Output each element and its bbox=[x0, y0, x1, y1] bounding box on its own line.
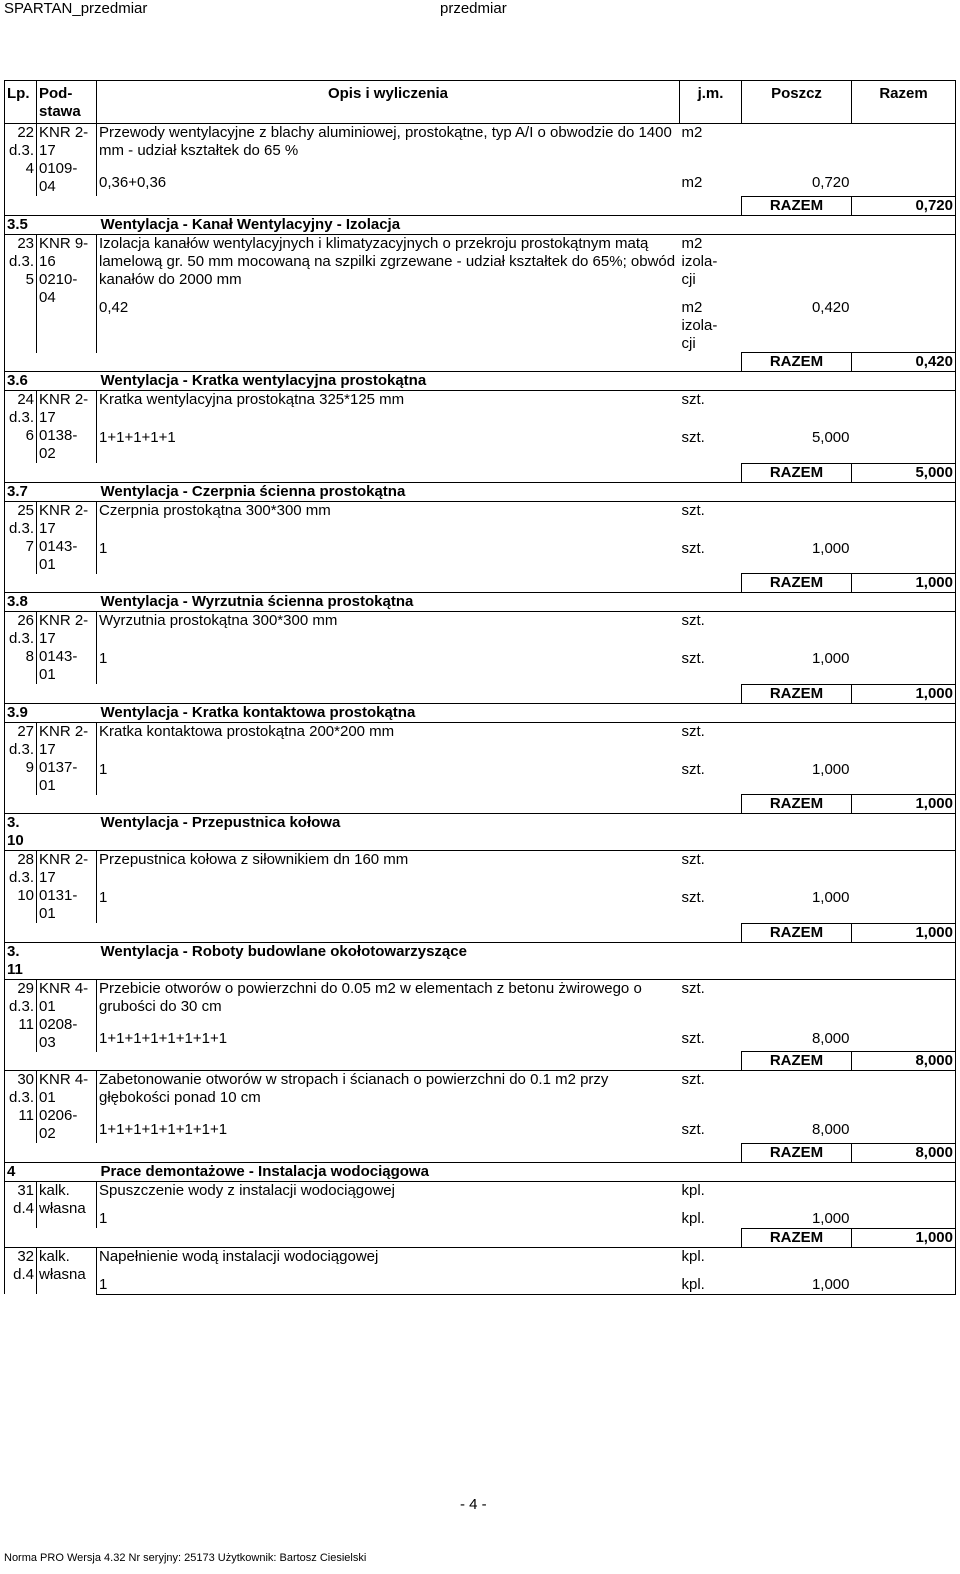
item-poszcz-empty bbox=[742, 1181, 852, 1200]
calc-razem-empty bbox=[852, 530, 956, 574]
item-basis: KNR 2- 17 0109- 04 bbox=[37, 124, 97, 197]
calc-row bbox=[5, 530, 956, 574]
calc-unit: szt. bbox=[681, 760, 705, 778]
razem-label: RAZEM bbox=[742, 795, 852, 814]
razem-value: 0,720 bbox=[852, 196, 956, 215]
calc-unit: szt. bbox=[681, 889, 705, 907]
razem-value: 1,000 bbox=[852, 574, 956, 593]
item-poszcz-empty bbox=[742, 722, 852, 751]
razem-row bbox=[5, 196, 956, 215]
section-title: Wentylacja - Kratka wentylacyjna prostokątna bbox=[37, 372, 956, 391]
calc-razem-empty bbox=[852, 1200, 956, 1229]
item-number: 22 d.3. 4 bbox=[5, 124, 37, 197]
razem-row bbox=[5, 684, 956, 703]
calc-row bbox=[5, 419, 956, 463]
item-description: Kratka wentylacyjna prostokątna 325*125 mm bbox=[97, 391, 680, 420]
item-number: 28 d.3. 10 bbox=[5, 851, 37, 924]
item-basis: KNR 2- 17 0138- 02 bbox=[37, 391, 97, 464]
item-unit: szt. bbox=[680, 1071, 742, 1112]
razem-label: RAZEM bbox=[742, 574, 852, 593]
item-calculation: 1 bbox=[99, 1209, 108, 1227]
item-poszcz-empty bbox=[742, 391, 852, 420]
calc-value: 1,000 bbox=[811, 889, 850, 907]
calc-unit: kpl. bbox=[680, 1266, 742, 1295]
item-razem-empty bbox=[852, 391, 956, 420]
table-row bbox=[5, 124, 956, 165]
item-basis: kalk. własna bbox=[37, 1247, 97, 1294]
razem-label: RAZEM bbox=[742, 1228, 852, 1247]
table-row bbox=[5, 1181, 956, 1200]
razem-row bbox=[5, 1228, 956, 1247]
section-title: Wentylacja - Roboty budowlane okołotowarzyszące bbox=[37, 942, 956, 979]
calc-value: 0,720 bbox=[811, 174, 850, 192]
calc-unit: m2 izola- cji bbox=[681, 298, 718, 352]
section-row bbox=[5, 703, 956, 722]
razem-spacer bbox=[5, 353, 742, 372]
section-number: 3. 10 bbox=[5, 814, 37, 851]
razem-label: RAZEM bbox=[742, 196, 852, 215]
item-razem-empty bbox=[852, 851, 956, 880]
calc-unit: szt. bbox=[681, 539, 705, 557]
section-row bbox=[5, 942, 956, 979]
razem-label: RAZEM bbox=[742, 463, 852, 482]
item-calculation: 1 bbox=[99, 889, 108, 907]
table-row bbox=[5, 501, 956, 530]
item-razem-empty bbox=[852, 124, 956, 165]
item-poszcz-empty bbox=[742, 1071, 852, 1112]
item-calculation: 1 bbox=[99, 650, 108, 668]
item-description: Spuszczenie wody z instalacji wodociągowej bbox=[97, 1181, 680, 1200]
razem-spacer bbox=[5, 923, 742, 942]
calc-value: 8,000 bbox=[811, 1029, 850, 1047]
item-calculation: 1+1+1+1+1+1+1+1 bbox=[99, 1029, 228, 1047]
section-row bbox=[5, 593, 956, 612]
item-description: Napełnienie wodą instalacji wodociągowej bbox=[97, 1247, 680, 1266]
item-unit: szt. bbox=[680, 851, 742, 880]
item-number: 27 d.3. 9 bbox=[5, 722, 37, 795]
table-header-row bbox=[5, 81, 956, 124]
table-row bbox=[5, 612, 956, 641]
item-unit: kpl. bbox=[680, 1247, 742, 1266]
item-razem-empty bbox=[852, 501, 956, 530]
section-number: 3.5 bbox=[5, 215, 37, 234]
col-jm: j.m. bbox=[680, 81, 742, 124]
item-basis: KNR 2- 17 0131- 01 bbox=[37, 851, 97, 924]
item-unit: m2 bbox=[680, 124, 742, 165]
razem-row bbox=[5, 463, 956, 482]
razem-row bbox=[5, 923, 956, 942]
calc-value: 8,000 bbox=[811, 1121, 850, 1139]
razem-value: 0,420 bbox=[852, 353, 956, 372]
calc-value: 1,000 bbox=[811, 650, 850, 668]
calc-razem-empty bbox=[852, 640, 956, 684]
section-title: Prace demontażowe - Instalacja wodociągowa bbox=[37, 1162, 956, 1181]
item-razem-empty bbox=[852, 1181, 956, 1200]
item-poszcz-empty bbox=[742, 612, 852, 641]
item-description: Czerpnia prostokątna 300*300 mm bbox=[97, 501, 680, 530]
calc-razem-empty bbox=[852, 1020, 956, 1052]
calc-row bbox=[5, 1111, 956, 1143]
razem-value: 8,000 bbox=[852, 1143, 956, 1162]
razem-row bbox=[5, 795, 956, 814]
item-razem-empty bbox=[852, 612, 956, 641]
calc-razem-empty bbox=[852, 419, 956, 463]
item-unit: szt. bbox=[680, 722, 742, 751]
item-calculation: 1 bbox=[97, 1266, 680, 1295]
item-poszcz-empty bbox=[742, 851, 852, 880]
calc-row bbox=[5, 164, 956, 196]
item-calculation: 0,42 bbox=[99, 298, 129, 316]
calc-unit: szt. bbox=[681, 1029, 705, 1047]
item-description: Przepustnica kołowa z siłownikiem dn 160 mm bbox=[97, 851, 680, 880]
razem-value: 5,000 bbox=[852, 463, 956, 482]
item-number: 23 d.3. 5 bbox=[5, 234, 37, 353]
section-number: 3. 11 bbox=[5, 942, 37, 979]
item-poszcz-empty bbox=[742, 1247, 852, 1266]
section-title: Wentylacja - Przepustnica kołowa bbox=[37, 814, 956, 851]
item-description: Zabetonowanie otworów w stropach i ścianach o powierzchni do 0.1 m2 przy głębokości ponad 10 cm bbox=[97, 1071, 680, 1112]
razem-spacer bbox=[5, 1228, 742, 1247]
section-title: Wentylacja - Czerpnia ścienna prostokątna bbox=[37, 482, 956, 501]
calc-value: 1,000 bbox=[742, 1266, 852, 1295]
col-podstawa: Pod- stawa bbox=[37, 81, 97, 124]
calc-value: 1,000 bbox=[811, 760, 850, 778]
razem-spacer bbox=[5, 795, 742, 814]
section-title: Wentylacja - Kratka kontaktowa prostokątna bbox=[37, 703, 956, 722]
calc-razem-empty bbox=[852, 751, 956, 795]
calc-value: 5,000 bbox=[811, 429, 850, 447]
item-basis: KNR 9- 16 0210- 04 bbox=[37, 234, 97, 353]
razem-label: RAZEM bbox=[742, 1052, 852, 1071]
item-number: 32 d.4 bbox=[5, 1247, 37, 1294]
przedmiar-table bbox=[4, 80, 956, 1295]
razem-label: RAZEM bbox=[742, 923, 852, 942]
item-basis: kalk. własna bbox=[37, 1181, 97, 1228]
section-number: 4 bbox=[5, 1162, 37, 1181]
col-lp: Lp. bbox=[5, 81, 37, 124]
calc-value: 1,000 bbox=[811, 1209, 850, 1227]
item-description: Przewody wentylacyjne z blachy aluminiowej, prostokątne, typ A/I o obwodzie do 1400 mm - udział kształtek do 65 % bbox=[97, 124, 680, 165]
item-description: Przebicie otworów o powierzchni do 0.05 m2 w elementach z betonu żwirowego o grubości do 30 cm bbox=[97, 979, 680, 1020]
item-calculation: 1+1+1+1+1+1+1+1 bbox=[99, 1121, 228, 1139]
item-razem-empty bbox=[852, 722, 956, 751]
section-number: 3.8 bbox=[5, 593, 37, 612]
item-calculation: 1 bbox=[99, 539, 108, 557]
app-title: SPARTAN_przedmiar bbox=[4, 0, 148, 17]
item-unit: szt. bbox=[680, 612, 742, 641]
item-number: 31 d.4 bbox=[5, 1181, 37, 1228]
calc-razem-empty bbox=[852, 164, 956, 196]
item-poszcz-empty bbox=[742, 124, 852, 165]
razem-value: 1,000 bbox=[852, 795, 956, 814]
item-poszcz-empty bbox=[742, 501, 852, 530]
calc-unit: szt. bbox=[681, 1121, 705, 1139]
item-razem-empty bbox=[852, 979, 956, 1020]
calc-razem-empty bbox=[852, 1111, 956, 1143]
item-basis: KNR 4- 01 0208- 03 bbox=[37, 979, 97, 1052]
item-number: 24 d.3. 6 bbox=[5, 391, 37, 464]
item-unit: szt. bbox=[680, 501, 742, 530]
calc-unit: kpl. bbox=[681, 1209, 705, 1227]
item-description: Izolacja kanałów wentylacyjnych i klimatyzacyjnych o przekroju prostokątnym matą lamelową gr. 50 mm mocowaną na szpilki zgrzewane - udział kształtek do 65%; obwód kanałów do 2000 mm bbox=[97, 234, 680, 289]
razem-row bbox=[5, 1143, 956, 1162]
item-razem-empty bbox=[852, 1247, 956, 1266]
item-calculation: 0,36+0,36 bbox=[99, 174, 167, 192]
section-number: 3.9 bbox=[5, 703, 37, 722]
calc-row bbox=[5, 1200, 956, 1229]
item-poszcz-empty bbox=[742, 979, 852, 1020]
razem-label: RAZEM bbox=[742, 684, 852, 703]
razem-spacer bbox=[5, 1052, 742, 1071]
table-row bbox=[5, 1071, 956, 1112]
item-poszcz-empty bbox=[742, 234, 852, 289]
item-unit: kpl. bbox=[680, 1181, 742, 1200]
table-row bbox=[5, 851, 956, 880]
razem-value: 1,000 bbox=[852, 684, 956, 703]
section-row bbox=[5, 372, 956, 391]
razem-row bbox=[5, 353, 956, 372]
razem-row bbox=[5, 1052, 956, 1071]
calc-row bbox=[5, 640, 956, 684]
item-number: 26 d.3. 8 bbox=[5, 612, 37, 685]
calc-row bbox=[5, 1020, 956, 1052]
calc-unit: m2 bbox=[681, 174, 703, 192]
item-description: Kratka kontaktowa prostokątna 200*200 mm bbox=[97, 722, 680, 751]
razem-value: 1,000 bbox=[852, 923, 956, 942]
item-basis: KNR 2- 17 0143- 01 bbox=[37, 612, 97, 685]
item-calculation: 1+1+1+1+1 bbox=[99, 429, 176, 447]
razem-spacer bbox=[5, 574, 742, 593]
item-number: 29 d.3. 11 bbox=[5, 979, 37, 1052]
calc-row bbox=[5, 879, 956, 923]
razem-spacer bbox=[5, 196, 742, 215]
table-row bbox=[5, 722, 956, 751]
calc-value: 1,000 bbox=[811, 539, 850, 557]
page-number: - 4 - bbox=[460, 1496, 487, 1513]
item-basis: KNR 2- 17 0137- 01 bbox=[37, 722, 97, 795]
razem-spacer bbox=[5, 463, 742, 482]
razem-row bbox=[5, 574, 956, 593]
calc-razem-empty bbox=[852, 289, 956, 353]
razem-value: 1,000 bbox=[852, 1228, 956, 1247]
razem-label: RAZEM bbox=[742, 353, 852, 372]
item-number: 30 d.3. 11 bbox=[5, 1071, 37, 1144]
calc-razem-empty bbox=[852, 879, 956, 923]
razem-spacer bbox=[5, 684, 742, 703]
razem-label: RAZEM bbox=[742, 1143, 852, 1162]
table-row bbox=[5, 979, 956, 1020]
section-row bbox=[5, 814, 956, 851]
section-title: Wentylacja - Wyrzutnia ścienna prostokątna bbox=[37, 593, 956, 612]
section-row bbox=[5, 482, 956, 501]
razem-value: 8,000 bbox=[852, 1052, 956, 1071]
section-row bbox=[5, 215, 956, 234]
item-unit: szt. bbox=[680, 979, 742, 1020]
item-unit: m2 izola- cji bbox=[680, 234, 742, 289]
calc-row bbox=[5, 289, 956, 353]
item-description: Wyrzutnia prostokątna 300*300 mm bbox=[97, 612, 680, 641]
item-number: 25 d.3. 7 bbox=[5, 501, 37, 574]
calc-unit: szt. bbox=[681, 650, 705, 668]
item-razem-empty bbox=[852, 1071, 956, 1112]
item-calculation: 1 bbox=[99, 760, 108, 778]
section-title: Wentylacja - Kanał Wentylacyjny - Izolacja bbox=[37, 215, 956, 234]
col-opis: Opis i wyliczenia bbox=[97, 81, 680, 124]
table-row bbox=[5, 234, 956, 289]
calc-row bbox=[5, 1266, 956, 1295]
section-row bbox=[5, 1162, 956, 1181]
table-row bbox=[5, 1247, 956, 1266]
item-basis: KNR 2- 17 0143- 01 bbox=[37, 501, 97, 574]
section-number: 3.6 bbox=[5, 372, 37, 391]
calc-row bbox=[5, 751, 956, 795]
col-poszcz: Poszcz bbox=[742, 81, 852, 124]
section-number: 3.7 bbox=[5, 482, 37, 501]
item-unit: szt. bbox=[680, 391, 742, 420]
calc-value: 0,420 bbox=[811, 298, 850, 316]
calc-razem-empty bbox=[852, 1266, 956, 1295]
item-razem-empty bbox=[852, 234, 956, 289]
table-row bbox=[5, 391, 956, 420]
calc-unit: szt. bbox=[681, 429, 705, 447]
col-razem: Razem bbox=[852, 81, 956, 124]
footer: Norma PRO Wersja 4.32 Nr seryjny: 25173 Użytkownik: Bartosz Ciesielski bbox=[4, 1552, 367, 1564]
razem-spacer bbox=[5, 1143, 742, 1162]
document-title: przedmiar bbox=[440, 0, 507, 17]
item-basis: KNR 4- 01 0206- 02 bbox=[37, 1071, 97, 1144]
